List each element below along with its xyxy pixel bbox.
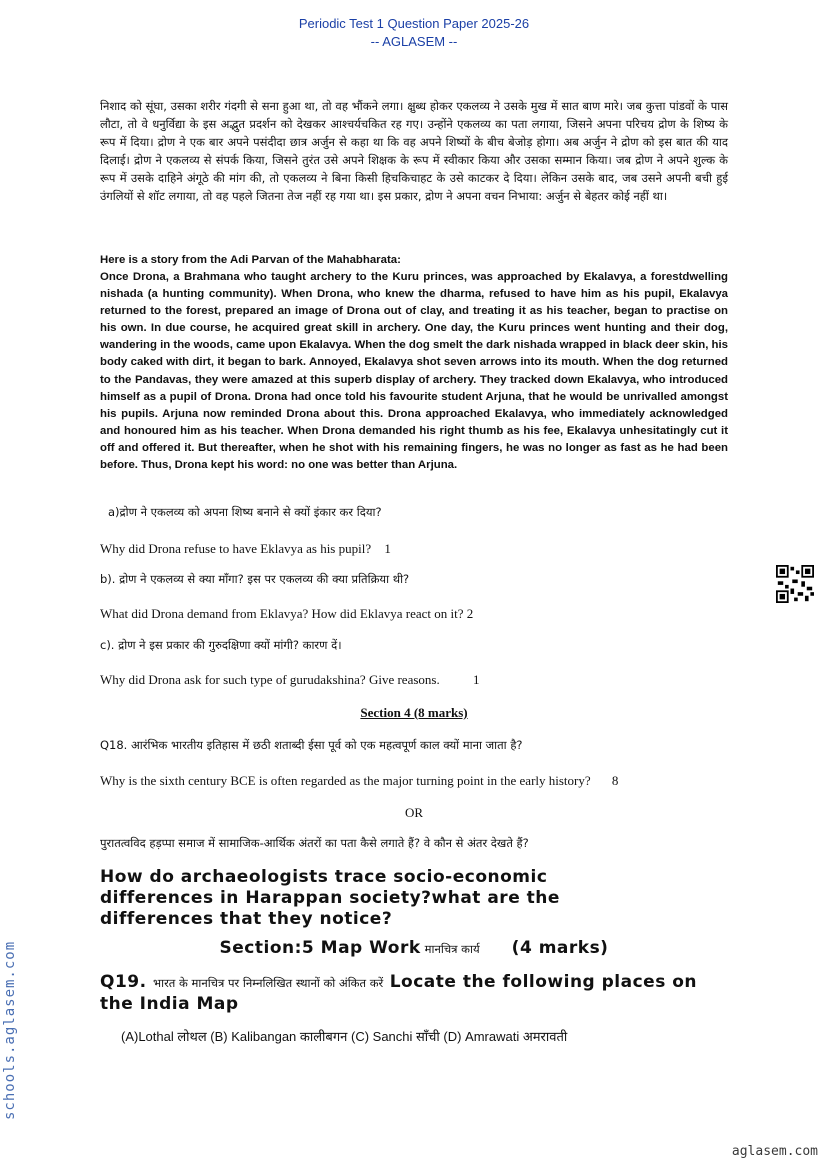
question-19-english: Locate the following places on the India Map: [100, 972, 698, 1014]
question-18-english: [100, 773, 618, 789]
english-passage-body: Once Drona, a Brahmana who taught archery to the Kuru princes, was approached by Ekalavya, a forestdwelling nishada (a hunting community). When Drona, who knew the dharma, refused to have him as his pupil, Ekalavya returned to the forest, prepared an image of Drona out of clay, and treating it as his teacher, began to practise on his own. In due course, he acquired great skill in archery. One day, the Kuru princes went hunting and their dog, wandering in the woods, came upon Ekalavya. When the dog smelt the dark nishada wrapped in black deer skin, his body caked with dirt, it began to bark. Annoyed, Ekalavya shot seven arrows into its mouth. When the dog returned to the Pandavas, they were amazed at this superb display of archery. They tracked down Ekalavya, who introduced himself as a pupil of Drona. Drona had once told his favourite student Arjuna, that he would be unrivalled amongst his pupils. Arjuna now reminded Drona about this. Drona approached Ekalavya, who immediately acknowledged and honoured him as his teacher. When Drona demanded his right thumb as his fee, Ekalavya unhesitatingly cut it off and offered it. But thereafter, when he shot with his remaining fingers, he was no longer as fast as he had been before. Thus, Drona kept his word: no one was better than Arjuna.: [100, 271, 728, 472]
question-b-hindi: b). द्रोण ने एकलव्य से क्या माँगा? इस पर एकलव्य की क्या प्रतिक्रिया थी?: [100, 572, 410, 586]
question-c-hindi: c). द्रोण ने इस प्रकार की गुरुदक्षिणा क्यों मांगी? कारण दें।: [100, 638, 342, 652]
question-c-english: [100, 672, 479, 688]
question-18-text: Why is the sixth century BCE is often regarded as the major turning point in the early history?: [100, 773, 591, 788]
question-19: [100, 972, 700, 1015]
section-5-marks: (4 marks): [511, 938, 609, 958]
footer-watermark: aglasem.com: [731, 1144, 818, 1159]
alt-question-english: How do archaeologists trace socio-economic differences in Harappan society?what are the differences that they notice?: [100, 867, 560, 929]
question-a-text: Why did Drona refuse to have Eklavya as his pupil?: [100, 541, 372, 556]
question-18-hindi: Q18. आरंभिक भारतीय इतिहास में छठी शताब्दी ईसा पूर्व को एक महत्वपूर्ण काल क्यों माना जाता है?: [100, 738, 523, 752]
question-c-marks: 1: [472, 672, 480, 687]
header-subtitle: -- AGLASEM --: [370, 34, 458, 49]
question-a-english: [100, 541, 391, 557]
qr-code-icon[interactable]: [776, 565, 814, 603]
question-19-label: Q19.: [100, 972, 147, 992]
section-5-title: Section:5 Map Work: [219, 938, 421, 958]
question-a-hindi: a)द्रोण ने एकलव्य को अपना शिष्य बनाने से क्यों इंकार कर दिया?: [108, 505, 382, 519]
hindi-passage: निशाद को सूंघा, उसका शरीर गंदगी से सना हुआ था, तो वह भौंकने लगा। क्षुब्ध होकर एकलव्य ने उसके मुख में सात बाण मारे। जब कुत्ता पांडवों के पास लौटा, तो वे धनुर्विद्या के इस अद्भुत प्रदर्शन को देखकर आश्चर्यचकित रह गए। उन्होंने एकलव्य का पता लगाया, जिसने अपना परिचय द्रोण के शिष्य के रूप में दिया। द्रोण ने एक बार अपने पसंदीदा छात्र अर्जुन से कहा था कि वह अपने शिष्यों के बीच बेजोड़ होगा। अब अर्जुन ने द्रोण को इस बात की याद दिलाई। द्रोण ने एकलव्य से संपर्क किया, जिसने तुरंत उसे अपने शिक्षक के रूप में स्वीकार किया और उसका सम्मान किया। जब द्रोण ने अपने शुल्क के रूप में उसके दाहिने अंगूठे की मांग की, तो एकलव्य ने बिना किसी हिचकिचाहट के उसे काटकर दे दिया। लेकिन उसके बाद, जब उसने अपनी बची हुई उंगलियों से शॉट लगाया, तो वह पहले जितना तेज नहीं रह गया था। इस प्रकार, द्रोण ने अपना वचन निभाया: अर्जुन से बेहतर कोई नहीं था।: [100, 99, 728, 203]
section-4-title: Section 4 (8 marks): [360, 705, 468, 720]
alt-question-hindi: पुरातत्वविद हड़प्पा समाज में सामाजिक-आर्थिक अंतरों का पता कैसे लगाते हैं? वे कौन से अंतर देखते हैं?: [100, 836, 529, 850]
places-list: (A)Lothal लोथल (B) Kalibangan कालीबगन (C) Sanchi साँची (D) Amrawati अमरावती: [121, 1029, 568, 1044]
english-passage-heading: Here is a story from the Adi Parvan of the Mahabharata:: [100, 254, 401, 266]
question-b-english: What did Drona demand from Eklavya? How did Eklavya react on it? 2: [100, 606, 474, 621]
question-a-marks: 1: [384, 541, 391, 556]
question-19-hindi: भारत के मानचित्र पर निम्नलिखित स्थानों को अंकित करें: [153, 976, 384, 990]
section-5-heading: [0, 938, 828, 959]
section-5-title-hindi: मानचित्र कार्य: [424, 942, 480, 956]
or-divider: OR: [404, 805, 424, 820]
side-watermark: schools.aglasem.com: [2, 940, 18, 1120]
header-title: Periodic Test 1 Question Paper 2025-26: [298, 16, 530, 31]
question-18-marks: 8: [611, 773, 619, 788]
question-c-text: Why did Drona ask for such type of gurudakshina? Give reasons.: [100, 672, 440, 687]
